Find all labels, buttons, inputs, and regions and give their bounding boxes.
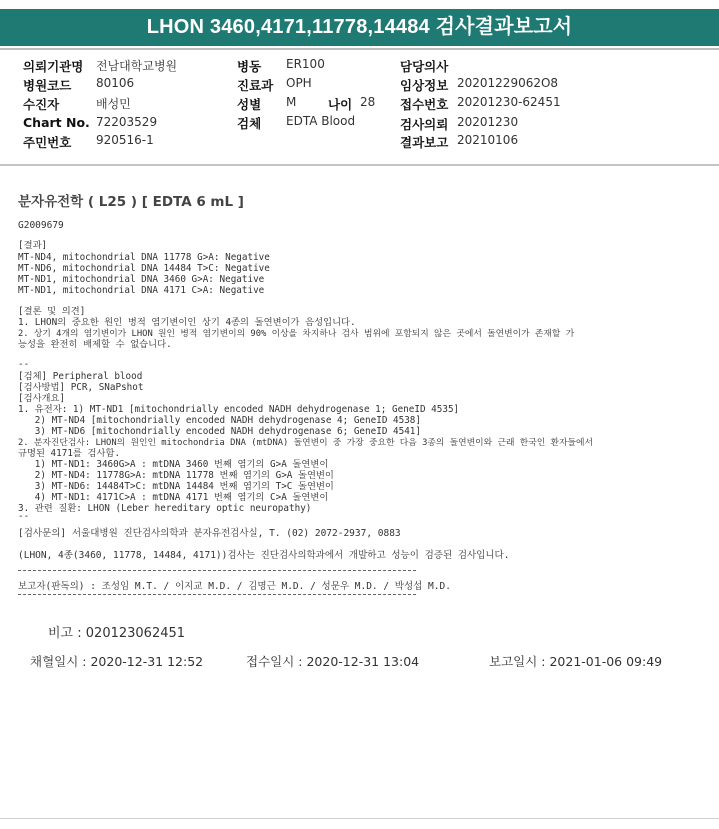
reporter-text: 보고자(판독의) : 조성임 M.T. / 이지교 M.D. / 김명근 M.D. / 성문우 M.D. / 박성섭 M.D. [18,581,451,592]
footer-value: 2020-12-31 13:04 [306,654,420,669]
info-row: 주민번호 [23,135,72,150]
info-row: 임상정보 [400,78,449,93]
remark-label: 비고 : [48,626,82,641]
info-row: 결과보고 [400,135,449,150]
method-line: [검체] Peripheral blood [18,371,143,382]
report-title: LHON 3460,4171,11778,14484 검사결과보고서 [0,9,719,46]
opinion-line: 능성을 완전히 배제할 수 없습니다. [18,339,172,350]
info-value: 920516-1 [96,133,154,147]
info-row: 검체 [237,116,262,131]
info-value: OPH [286,76,312,90]
info-row: Chart No. [23,115,90,130]
report-time [489,652,662,670]
result-line: MT-ND1, mitochondrial DNA 4171 C>A: Negative [18,285,265,296]
method-line: 1) MT-ND1: 3460G>A : mtDNA 3460 번째 염기의 G>A 돌연변이 [18,459,329,470]
result-line: MT-ND4, mitochondrial DNA 11778 G>A: Negative [18,252,270,263]
method-line: 2) MT-ND4: 11778G>A: mtDNA 11778 번째 염기의 G>A 돌연변이 [18,470,334,481]
info-value: 20201230-62451 [457,95,561,109]
info-value: EDTA Blood [286,114,356,128]
method-line: -- [18,511,30,522]
result-line: [결과] [18,240,48,251]
header-divider [0,48,719,50]
info-divider [0,164,719,166]
method-line: 1. 유전자: 1) MT-ND1 [mitochondrially encoded NADH dehydrogenase 1; GeneID 4535] [18,404,460,415]
method-line: 3) MT-ND6 [mitochondrially encoded NADH dehydrogenase 6; GeneID 4541] [18,426,421,437]
info-value: 배성민 [96,97,131,111]
info-value: 72203529 [96,115,158,129]
collection-time [30,652,203,670]
info-row: 병동 [237,59,262,74]
developed-text: (LHON, 4종(3460, 11778, 14484, 4171))검사는 진단검사의학과에서 개발하고 성능이 검증된 검사입니다. [18,550,510,561]
result-line: MT-ND1, mitochondrial DNA 3460 G>A: Negative [18,274,265,285]
remark [48,622,185,641]
info-row: 검사의뢰 [400,117,449,132]
opinion-line: [결론 및 의견] [18,306,86,317]
remark-value: 020123062451 [85,626,186,641]
info-row: 수진자 [23,97,60,112]
footer-value: 2020-12-31 12:52 [90,654,204,669]
method-line: 4) MT-ND1: 4171C>A : mtDNA 4171 번째 염기의 C>A 돌연변이 [18,492,329,503]
info-row: 의뢰기관명 [23,59,84,74]
footer-value: 2021-01-06 09:49 [549,654,663,669]
footer-label: 접수일시 : [246,654,303,669]
info-value: 전남대학교병원 [96,59,178,73]
dash-mark: -- [18,359,30,370]
info-value: 28 [360,95,376,109]
specimen-code: G2009679 [18,220,64,231]
info-row: 병원코드 [23,78,72,93]
info-value: M [286,95,297,109]
info-value: 20201229062O8 [457,76,559,90]
section-title: 분자유전학 ( L25 ) [ EDTA 6 mL ] [18,194,244,210]
method-line: 3. 관련 질환: LHON (Leber hereditary optic neuropathy) [18,503,312,514]
info-value: 80106 [96,76,135,90]
info-row: 나이 [328,97,353,112]
footer-label: 보고일시 : [489,654,546,669]
method-line: [검사개요] [18,393,66,404]
info-value: ER100 [286,57,325,71]
opinion-line: 1. LHON의 중요한 원인 병적 염기변이인 상기 4종의 돌연변이가 음성입니다. [18,317,356,328]
info-row: 접수번호 [400,97,449,112]
info-value: 20210106 [457,133,519,147]
receipt-time [246,652,419,670]
info-value: 20201230 [457,115,519,129]
opinion-line: 2. 상기 4개의 염기변이가 LHON 원인 병적 염기변이의 90% 이상을 차지하나 검사 범위에 포함되지 않은 곳에서 돌연변이가 존재할 가 [18,329,575,339]
divider-line [18,594,416,595]
method-line: 규명된 4171를 검사함. [18,448,121,459]
divider-line [18,570,416,571]
result-line: MT-ND6, mitochondrial DNA 14484 T>C: Negative [18,263,270,274]
method-line: 3) MT-ND6: 14484T>C: mtDNA 14484 번째 염기의 T>C 돌연변이 [18,481,334,492]
info-row: 담당의사 [400,59,449,74]
method-line: 2) MT-ND4 [mitochondrially encoded NADH dehydrogenase 4; GeneID 4538] [18,415,421,426]
inquiry-text: [검사문의] 서울대병원 진단검사의학과 분자유전검사실, T. (02) 2072-2937, 0883 [18,528,401,539]
method-line: [검사방법] PCR, SNaPshot [18,382,144,393]
footer-divider [0,818,719,819]
footer-label: 채혈일시 : [30,654,87,669]
info-row: 진료과 [237,78,274,93]
method-line: 2. 분자진단검사: LHON의 원인인 mitochondria DNA (mtDNA) 돌연변이 중 가장 중요한 다음 3종의 돌연변이와 근래 한국인 환자들에서 [18,438,594,448]
info-row: 성별 [237,97,262,112]
